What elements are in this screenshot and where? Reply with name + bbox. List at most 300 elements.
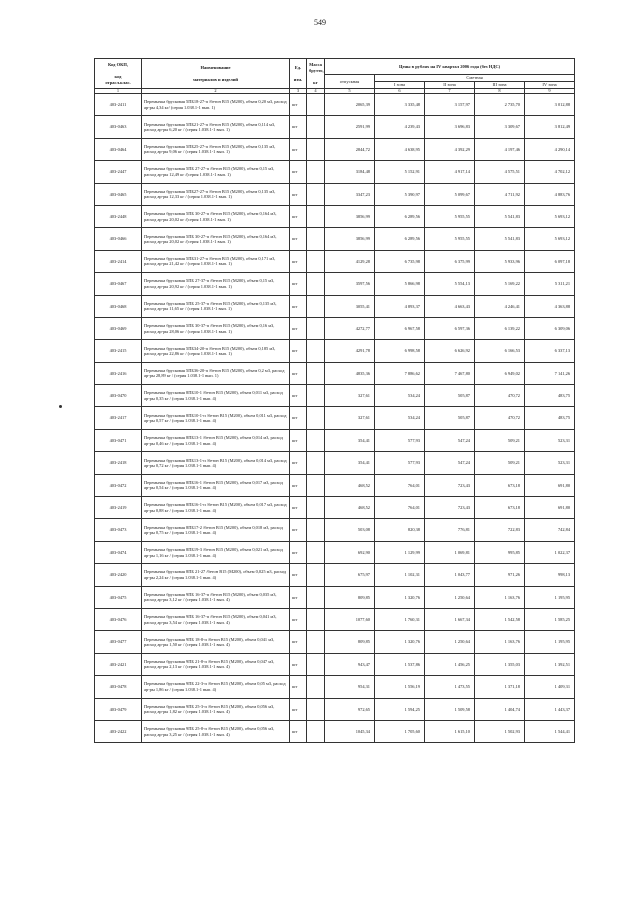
price-zone-3: 5 541,83 — [475, 205, 525, 227]
unit-of-measure: шт — [290, 295, 307, 317]
price-zone-2: 547,24 — [425, 429, 475, 451]
unit-of-measure: шт — [290, 228, 307, 250]
price-zone-2: 723,43 — [425, 497, 475, 519]
product-code: 403-0474 — [95, 541, 142, 563]
price-zone-1: 6 735,98 — [375, 250, 425, 272]
price-zone-2: 505,87 — [425, 385, 475, 407]
gross-mass — [307, 250, 325, 272]
product-code: 403-0467 — [95, 273, 142, 295]
table-row — [95, 183, 575, 205]
gross-mass — [307, 653, 325, 675]
table-row — [95, 94, 575, 116]
unit-of-measure: шт — [290, 340, 307, 362]
product-name: Перемычка брусковая 5ПБ25-27-п /бетон В15 (М200), объем 0,135 м3, расход ар-ры 9,06 кг / (серия 1.038.1-1 вып. 1) — [142, 138, 290, 160]
price-zone-3: 971,26 — [475, 564, 525, 586]
unit-of-measure: шт — [290, 362, 307, 384]
product-name: Перемычка брусковая 9ПБ 22-3-п /бетон В15 (М200), объем 0,05 м3, расход ар-ры 1,86 кг / (серия 1.038.1-1 вып. 4) — [142, 676, 290, 698]
product-name: Перемычка брусковая 5ПБ 27-37-п /бетон В15 (М200), объем 0,15 м3, расход ар-ры 20,92 кг / (серия 1.038.1-1 вып. 1) — [142, 273, 290, 295]
price-zone-4: 691,80 — [525, 474, 575, 496]
price-zone-2: 1 509,58 — [425, 698, 475, 720]
table-row — [95, 116, 575, 138]
price-zone-1: 4 893,37 — [375, 295, 425, 317]
gross-mass — [307, 564, 325, 586]
price-zone-1: 1 760,31 — [375, 608, 425, 630]
price-zone-4: 742,84 — [525, 519, 575, 541]
price-zone-4: 998,13 — [525, 564, 575, 586]
release-price: 2065,39 — [325, 94, 375, 116]
table-row — [95, 385, 575, 407]
header-name: Наименование материалов и изделий — [142, 59, 290, 89]
product-code: 403-0472 — [95, 474, 142, 496]
price-zone-4: 6 337,13 — [525, 340, 575, 362]
release-price: 809,85 — [325, 631, 375, 653]
price-zone-2: 7 467,80 — [425, 362, 475, 384]
price-zone-1: 6 289,56 — [375, 205, 425, 227]
gross-mass — [307, 205, 325, 227]
price-zone-2: 723,43 — [425, 474, 475, 496]
price-zone-1: 5 866,98 — [375, 273, 425, 295]
table-body — [95, 89, 575, 743]
price-zone-4: 5 693,12 — [525, 205, 575, 227]
price-zone-3: 5 541,83 — [475, 228, 525, 250]
gross-mass — [307, 94, 325, 116]
price-zone-1: 1 320,76 — [375, 631, 425, 653]
table-row — [95, 474, 575, 496]
gross-mass — [307, 452, 325, 474]
product-code: 403-0471 — [95, 429, 142, 451]
unit-of-measure: шт — [290, 720, 307, 742]
price-zone-1: 577,93 — [375, 429, 425, 451]
unit-of-measure: шт — [290, 676, 307, 698]
header-zone-4: IV зона — [525, 82, 575, 89]
unit-of-measure: шт — [290, 407, 307, 429]
product-name: Перемычка брусковая 8ПБ13-1-п /бетон В15 (М200), объем 0,014 м3, расход ар-ры 0,72 кг / (серия 1.038.1-1 вып. 4) — [142, 452, 290, 474]
price-zone-4: 1 195,95 — [525, 586, 575, 608]
product-code: 403-0475 — [95, 586, 142, 608]
table-row — [95, 586, 575, 608]
price-zone-4: 3 812,49 — [525, 116, 575, 138]
header-unit: Ед. изм. — [290, 59, 307, 89]
price-zone-1: 764,01 — [375, 497, 425, 519]
price-zone-3: 5 169,22 — [475, 273, 525, 295]
release-price: 3055,41 — [325, 295, 375, 317]
header-zone-2: II зона — [425, 82, 475, 89]
product-code: 403-2448 — [95, 205, 142, 227]
price-zone-1: 1 129,99 — [375, 541, 425, 563]
unit-of-measure: шт — [290, 452, 307, 474]
price-zone-3: 4 197,46 — [475, 138, 525, 160]
price-zone-1: 4 638,95 — [375, 138, 425, 160]
table-row — [95, 497, 575, 519]
release-price: 354,41 — [325, 452, 375, 474]
price-zone-4: 6 097,18 — [525, 250, 575, 272]
release-price: 4291,78 — [325, 340, 375, 362]
price-zone-4: 6 309,06 — [525, 317, 575, 339]
price-zone-1: 6 289,56 — [375, 228, 425, 250]
page-number: 549 — [314, 18, 326, 27]
price-zone-3: 4 575,51 — [475, 161, 525, 183]
gross-mass — [307, 497, 325, 519]
unit-of-measure: шт — [290, 519, 307, 541]
price-zone-2: 505,87 — [425, 407, 475, 429]
product-name: Перемычка брусковая 5ПБ34-20-п /бетон В15 (М200), объем 0,185 м3, расход ар-ры 22,86 кг / (серия 1.038.1-1 вып. 1) — [142, 340, 290, 362]
product-name: Перемычка брусковая 8ПБ16-1-п /бетон В15 (М200), объем 0,017 м3, расход ар-ры 0,88 кг / (серия 1.038.1-1 вып. 4) — [142, 497, 290, 519]
product-name: Перемычка брусковая 8ПБ10-1-п /бетон В15 (М200), объем 0,011 м3, расход ар-ры 0,57 кг / (серия 1.038.1-1 вып. 4) — [142, 407, 290, 429]
product-name: Перемычка брусковая 9ПБ 16-37-п /бетон В15 (М200), объем 0,041 м3, расход ар-ры 3,54 кг / (серия 1.038.1-1 вып. 4) — [142, 608, 290, 630]
price-zone-2: 4 392,29 — [425, 138, 475, 160]
product-name: Перемычка брусковая 5ПБ36-20-п /бетон В15 (М200), объем 0,2 м3, расход ар-ры 28,89 кг / (серия 1.038.1-1 вып. 1) — [142, 362, 290, 384]
product-name: Перемычка брусковая 9ПБ 16-37-п /бетон В15 (М200), объем 0,035 м3, расход ар-ры 3,12 кг / (серия 1.038.1-1 вып. 4) — [142, 586, 290, 608]
price-zone-4: 5 311,21 — [525, 273, 575, 295]
column-number: 4 — [307, 89, 325, 94]
price-zone-3: 6 166,53 — [475, 340, 525, 362]
unit-of-measure: шт — [290, 497, 307, 519]
price-zone-1: 577,93 — [375, 452, 425, 474]
unit-of-measure: шт — [290, 385, 307, 407]
table-row — [95, 720, 575, 742]
release-price: 4272,77 — [325, 317, 375, 339]
unit-of-measure: шт — [290, 631, 307, 653]
release-price: 692,90 — [325, 541, 375, 563]
column-number: 2 — [142, 89, 290, 94]
table-row — [95, 564, 575, 586]
table-row — [95, 452, 575, 474]
price-zone-3: 4 711,92 — [475, 183, 525, 205]
price-zone-3: 673,18 — [475, 474, 525, 496]
gross-mass — [307, 273, 325, 295]
unit-of-measure: шт — [290, 161, 307, 183]
table-row — [95, 340, 575, 362]
price-zone-4: 4 883,76 — [525, 183, 575, 205]
header-zone-3: III зона — [475, 82, 525, 89]
product-code: 403-2411 — [95, 94, 142, 116]
table-row — [95, 362, 575, 384]
unit-of-measure: шт — [290, 653, 307, 675]
release-price: 1077,60 — [325, 608, 375, 630]
table-row — [95, 653, 575, 675]
price-zone-4: 1 022,37 — [525, 541, 575, 563]
price-zone-4: 1 443,37 — [525, 698, 575, 720]
product-code: 403-0473 — [95, 519, 142, 541]
price-zone-1: 6 967,58 — [375, 317, 425, 339]
price-zone-2: 1 615,10 — [425, 720, 475, 742]
price-zone-2: 6 626,92 — [425, 340, 475, 362]
price-table — [94, 58, 575, 743]
column-number: 9 — [525, 89, 575, 94]
table-header — [95, 59, 575, 89]
price-zone-2: 1 250,64 — [425, 631, 475, 653]
product-code: 403-2414 — [95, 250, 142, 272]
product-name: Перемычка брусковая 8ПБ10-1 /бетон В15 (М200), объем 0,011 м3, расход ар-ры 0,35 кг / (серия 1.038.1-1 вып. 4) — [142, 385, 290, 407]
header-estimate-price: Сметная — [375, 75, 575, 82]
release-price: 3184,48 — [325, 161, 375, 183]
gross-mass — [307, 183, 325, 205]
table-row — [95, 631, 575, 653]
release-price: 972,65 — [325, 698, 375, 720]
price-zone-2: 4 917,14 — [425, 161, 475, 183]
product-code: 403-2418 — [95, 452, 142, 474]
price-zone-3: 1 163,76 — [475, 631, 525, 653]
price-zone-2: 6 597,36 — [425, 317, 475, 339]
price-zone-2: 6 375,99 — [425, 250, 475, 272]
column-number: 7 — [425, 89, 475, 94]
price-zone-2: 1 069,81 — [425, 541, 475, 563]
price-zone-3: 1 404,74 — [475, 698, 525, 720]
release-price: 468,52 — [325, 497, 375, 519]
price-zone-2: 5 099,67 — [425, 183, 475, 205]
table-row — [95, 228, 575, 250]
price-zone-2: 776,81 — [425, 519, 475, 541]
gross-mass — [307, 720, 325, 742]
price-zone-4: 523,31 — [525, 452, 575, 474]
column-number: 1 — [95, 89, 142, 94]
scan-speck — [59, 405, 62, 408]
price-zone-3: 6 949,02 — [475, 362, 525, 384]
unit-of-measure: шт — [290, 138, 307, 160]
table-row — [95, 429, 575, 451]
price-table-wrapper — [94, 58, 574, 743]
price-zone-3: 4 246,41 — [475, 295, 525, 317]
unit-of-measure: шт — [290, 564, 307, 586]
release-price: 4129,28 — [325, 250, 375, 272]
price-zone-1: 764,01 — [375, 474, 425, 496]
table-row — [95, 676, 575, 698]
release-price: 354,41 — [325, 429, 375, 451]
product-name: Перемычка брусковая 5ПБ31-27-п /бетон В15 (М200), объем 0,171 м3, расход ар-ры 21,42 кг / (серия 1.038.1-1 вып. 1) — [142, 250, 290, 272]
gross-mass — [307, 631, 325, 653]
price-zone-3: 1 542,58 — [475, 608, 525, 630]
gross-mass — [307, 519, 325, 541]
product-name: Перемычка брусковая 5ПБ 30-37-п /бетон В15 (М200), объем 0,16 м3, расход ар-ры 28,06 кг / (серия 1.038.1-1 вып. 1) — [142, 317, 290, 339]
product-name: Перемычка брусковая 8ПБ 21-27 /бетон В15 (М200), объем 0,025 м3, расход ар-ры 2,24 кг / (серия 1.038.1-1 вып. 4) — [142, 564, 290, 586]
product-code: 403-0464 — [95, 138, 142, 160]
price-zone-4: 4 290,14 — [525, 138, 575, 160]
price-zone-3: 5 933,96 — [475, 250, 525, 272]
product-name: Перемычка брусковая 9ПБ 25-3-п /бетон В15 (М200), объем 0,056 м3, расход ар-ры 1,82 кг / (серия 1.038.1-1 вып. 4) — [142, 698, 290, 720]
price-zone-3: 1 163,76 — [475, 586, 525, 608]
product-code: 403-0477 — [95, 631, 142, 653]
table-row — [95, 295, 575, 317]
product-name: Перемычка брусковая 9ПБ 18-8-п /бетон В15 (М200), объем 0,041 м3, расход ар-ры 1,50 кг / (серия 1.038.1-1 вып. 4) — [142, 631, 290, 653]
product-code: 403-0478 — [95, 676, 142, 698]
column-number: 6 — [375, 89, 425, 94]
product-code: 403-0466 — [95, 228, 142, 250]
price-zone-2: 3 157,97 — [425, 94, 475, 116]
gross-mass — [307, 586, 325, 608]
unit-of-measure: шт — [290, 586, 307, 608]
price-zone-4: 691,80 — [525, 497, 575, 519]
gross-mass — [307, 385, 325, 407]
product-name: Перемычка брусковая 8ПБ13-1 /бетон В15 (М200), объем 0,014 м3, расход ар-ры 0,46 кг / (серия 1.038.1-1 вып. 4) — [142, 429, 290, 451]
table-row — [95, 161, 575, 183]
product-code: 403-0470 — [95, 385, 142, 407]
price-zone-3: 470,72 — [475, 407, 525, 429]
table-row — [95, 273, 575, 295]
price-zone-4: 523,31 — [525, 429, 575, 451]
product-name: Перемычка брусковая 5ПБ27-27-п /бетон В15 (М200), объем 0,135 м3, расход ар-ры 12,33 кг / (серия 1.038.1-1 вып. 1) — [142, 183, 290, 205]
price-zone-3: 673,18 — [475, 497, 525, 519]
price-zone-1: 4 239,43 — [375, 116, 425, 138]
unit-of-measure: шт — [290, 94, 307, 116]
table-row — [95, 317, 575, 339]
gross-mass — [307, 608, 325, 630]
price-zone-2: 5 955,55 — [425, 205, 475, 227]
release-price: 503,08 — [325, 519, 375, 541]
price-zone-1: 1 594,25 — [375, 698, 425, 720]
header-release-price: отпускная — [325, 75, 375, 89]
column-number: 8 — [475, 89, 525, 94]
gross-mass — [307, 161, 325, 183]
unit-of-measure: шт — [290, 205, 307, 227]
product-code: 403-0476 — [95, 608, 142, 630]
price-zone-3: 509,21 — [475, 429, 525, 451]
price-zone-4: 483,75 — [525, 407, 575, 429]
price-zone-1: 6 998,58 — [375, 340, 425, 362]
product-name: Перемычка брусковая 5ПБ 30-27-п /бетон В15 (М200), объем 0,164 м3, расход ар-ры 20,02 кг /(серия 1.038.1-1 вып. 1) — [142, 205, 290, 227]
price-zone-4: 1 544,41 — [525, 720, 575, 742]
gross-mass — [307, 295, 325, 317]
table-row — [95, 608, 575, 630]
unit-of-measure: шт — [290, 474, 307, 496]
product-name: Перемычка брусковая 5ПБ21-27-п /бетон В15 (М200), объем 0,114 м3, расход ар-ры 6,20 кг / (серия 1.038.1-1 вып. 1) — [142, 116, 290, 138]
price-zone-3: 509,21 — [475, 452, 525, 474]
price-zone-4: 3 012,88 — [525, 94, 575, 116]
price-zone-3: 470,72 — [475, 385, 525, 407]
product-name: Перемычка брусковая 5ПБ 27-27-п /бетон В15 (М200), объем 0,15 м3, расход ар-ры 12,49 кг /(серия 1.038.1-1 вып. 1) — [142, 161, 290, 183]
release-price: 943,47 — [325, 653, 375, 675]
price-zone-1: 1 320,76 — [375, 586, 425, 608]
price-zone-3: 6 139,22 — [475, 317, 525, 339]
product-name: Перемычка брусковая 5ПБ 25-37-п /бетон В15 (М200), объем 0,135 м3, расход ар-ры 11,65 кг / (серия 1.038.1-1 вып. 1) — [142, 295, 290, 317]
price-zone-3: 995,85 — [475, 541, 525, 563]
price-zone-4: 5 693,12 — [525, 228, 575, 250]
price-zone-4: 483,75 — [525, 385, 575, 407]
price-zone-4: 4 363,88 — [525, 295, 575, 317]
product-code: 403-2420 — [95, 564, 142, 586]
unit-of-measure: шт — [290, 698, 307, 720]
gross-mass — [307, 116, 325, 138]
price-zone-1: 1 102,31 — [375, 564, 425, 586]
price-zone-2: 1 456,25 — [425, 653, 475, 675]
price-zone-4: 7 141,26 — [525, 362, 575, 384]
price-zone-3: 1 502,93 — [475, 720, 525, 742]
gross-mass — [307, 340, 325, 362]
price-zone-1: 820,38 — [375, 519, 425, 541]
product-name: Перемычка брусковая 9ПБ 21-8-п /бетон В15 (М200), объем 0,047 м3, расход ар-ры 2,13 кг / (серия 1.038.1-1 вып. 4) — [142, 653, 290, 675]
table-row — [95, 250, 575, 272]
price-zone-4: 1 585,25 — [525, 608, 575, 630]
unit-of-measure: шт — [290, 116, 307, 138]
release-price: 809,85 — [325, 586, 375, 608]
release-price: 675,97 — [325, 564, 375, 586]
release-price: 3856,99 — [325, 228, 375, 250]
product-name: Перемычка брусковая 8ПБ17-2 /бетон В15 (М200), объем 0,018 м3, расход ар-ры 0,75 кг / (серия 1.038.1-1 вып. 4) — [142, 519, 290, 541]
table-row — [95, 541, 575, 563]
price-zone-4: 1 195,95 — [525, 631, 575, 653]
release-price: 3597,56 — [325, 273, 375, 295]
price-zone-1: 3 335,48 — [375, 94, 425, 116]
header-zone-1: I зона — [375, 82, 425, 89]
product-code: 403-2415 — [95, 340, 142, 362]
gross-mass — [307, 698, 325, 720]
table-row — [95, 407, 575, 429]
price-zone-1: 534,24 — [375, 407, 425, 429]
price-zone-3: 3 309,67 — [475, 116, 525, 138]
product-code: 403-2422 — [95, 720, 142, 742]
product-code: 403-0479 — [95, 698, 142, 720]
product-name: Перемычка брусковая 5ПБ18-27-п /бетон В15 (М200), объем 0,20 м3, расход ар-ры 4,34 кг/ (серия 1.038.1-1 вып. 1) — [142, 94, 290, 116]
price-zone-2: 5 554,13 — [425, 273, 475, 295]
product-code: 403-0468 — [95, 295, 142, 317]
release-price: 468,52 — [325, 474, 375, 496]
release-price: 2844,72 — [325, 138, 375, 160]
release-price: 327,61 — [325, 407, 375, 429]
unit-of-measure: шт — [290, 183, 307, 205]
price-zone-1: 1 537,86 — [375, 653, 425, 675]
table-row — [95, 138, 575, 160]
price-zone-2: 5 955,55 — [425, 228, 475, 250]
price-zone-3: 1 371,18 — [475, 676, 525, 698]
release-price: 1045,34 — [325, 720, 375, 742]
product-name: Перемычка брусковая 5ПБ 30-27-п /бетон В15 (М200), объем 0,164 м3, расход ар-ры 20,02 кг /(серия 1.038.1-1 вып. 1) — [142, 228, 290, 250]
table-row — [95, 205, 575, 227]
unit-of-measure: шт — [290, 541, 307, 563]
release-price: 2591,99 — [325, 116, 375, 138]
price-zone-4: 4 702,12 — [525, 161, 575, 183]
price-zone-1: 1 556,19 — [375, 676, 425, 698]
product-name: Перемычка брусковая 8ПБ19-3 /бетон В15 (М200), объем 0,021 м3, расход ар-ры 1,16 кг / (серия 1.038.1-1 вып. 4) — [142, 541, 290, 563]
release-price: 954,31 — [325, 676, 375, 698]
unit-of-measure: шт — [290, 429, 307, 451]
header-code: Код ОКП, код отрасл.клас. — [95, 59, 142, 89]
price-zone-2: 1 250,64 — [425, 586, 475, 608]
product-name: Перемычка брусковая 9ПБ 25-8-п /бетон В15 (М200), объем 0,056 м3, расход ар-ры 3,25 кг / (серия 1.038.1-1 вып. 4) — [142, 720, 290, 742]
column-number: 3 — [290, 89, 307, 94]
price-zone-1: 534,24 — [375, 385, 425, 407]
product-code: 403-0469 — [95, 317, 142, 339]
price-zone-3: 2 735,70 — [475, 94, 525, 116]
release-price: 327,61 — [325, 385, 375, 407]
table-row — [95, 698, 575, 720]
price-zone-3: 722,83 — [475, 519, 525, 541]
gross-mass — [307, 676, 325, 698]
price-zone-3: 1 355,03 — [475, 653, 525, 675]
product-code: 403-2421 — [95, 653, 142, 675]
gross-mass — [307, 317, 325, 339]
price-zone-4: 1 409,31 — [525, 676, 575, 698]
unit-of-measure: шт — [290, 608, 307, 630]
price-zone-2: 3 696,83 — [425, 116, 475, 138]
price-zone-2: 1 667,34 — [425, 608, 475, 630]
price-zone-1: 7 886,62 — [375, 362, 425, 384]
column-number: 5 — [325, 89, 375, 94]
unit-of-measure: шт — [290, 273, 307, 295]
release-price: 3856,99 — [325, 205, 375, 227]
price-zone-2: 547,24 — [425, 452, 475, 474]
gross-mass — [307, 228, 325, 250]
product-code: 403-2447 — [95, 161, 142, 183]
gross-mass — [307, 429, 325, 451]
product-code: 403-2419 — [95, 497, 142, 519]
price-zone-2: 1 043,77 — [425, 564, 475, 586]
header-price-title: Цены в рублях на IV квартал 2006 года (без НДС) — [325, 59, 575, 75]
price-zone-2: 1 473,55 — [425, 676, 475, 698]
gross-mass — [307, 362, 325, 384]
price-zone-1: 5 390,97 — [375, 183, 425, 205]
product-code: 403-0463 — [95, 116, 142, 138]
gross-mass — [307, 407, 325, 429]
price-zone-2: 4 663,43 — [425, 295, 475, 317]
